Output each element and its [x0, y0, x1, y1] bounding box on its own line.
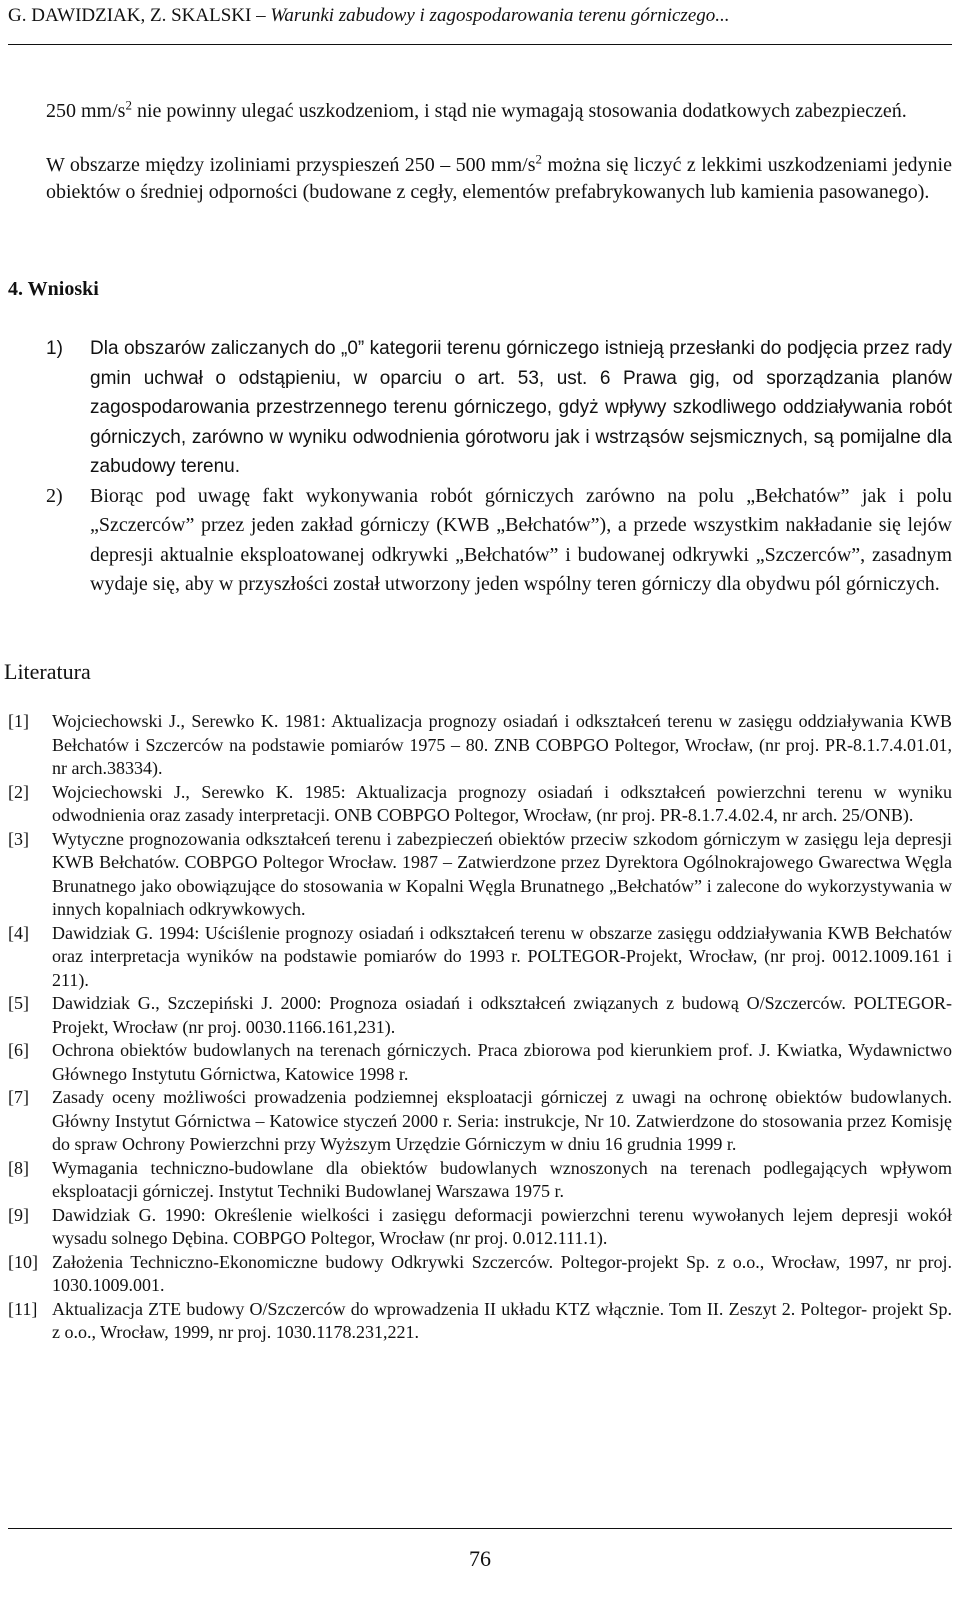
intro-p2-superscript: 2: [535, 151, 542, 167]
reference-item: [8, 1298, 952, 1345]
reference-text: Wytyczne prognozowania odkształceń terenu i zabezpieczeń obiektów przeciw szkodom górniczym w zasięgu leja depresji KWB Bełchatów. COBPGO Poltegor Wrocław. 1987 – Zatwierdzone przez Dyrektora Ogólnokrajowego Gwarectwa Węgla Brunatnego jako obowiązujące do stosowania w Kopalni Węgla Brunatnego „Bełchatów” i zalecone do wykorzystywania w innych kopalniach odkrywkowych.: [52, 828, 952, 919]
reference-text: Wymagania techniczno-budowlane dla obiektów budowlanych wznoszonych na terenach podlegających wpływom eksploatacji górniczej. Instytut Techniki Budowlanej Warszawa 1975 r.: [52, 1157, 952, 1201]
reference-text: Wojciechowski J., Serewko K. 1981: Aktualizacja prognozy osiadań i odkształceń terenu w zasięgu oddziaływania KWB Bełchatów i Szczerców na podstawie pomiarów 1975 – 80. ZNB COBPGO Poltegor, Wrocław, (nr proj. PR-8.1.7.4.01.01, nr arch.38334).: [52, 711, 952, 778]
intro-p2-text-a: W obszarze między izoliniami przyspieszeń 250 – 500 mm/s: [46, 154, 536, 176]
reference-item: [8, 1086, 952, 1157]
conclusion-number: 1): [46, 338, 63, 359]
intro-p1-text-b: nie powinny ulegać uszkodzeniom, i stąd nie wymagają stosowania dodatkowych zabezpieczeń.: [131, 100, 907, 122]
section-title-literature: Literatura: [4, 659, 91, 684]
reference-item: [8, 922, 952, 993]
reference-item: [8, 1039, 952, 1086]
reference-text: Założenia Techniczno-Ekonomiczne budowy Odkrywki Szczerców. Poltegor-projekt Sp. z o.o., Wrocław, 1997, nr proj. 1030.1009.001.: [52, 1251, 952, 1295]
page-number: 76: [469, 1546, 491, 1571]
reference-item: [8, 1157, 952, 1204]
running-header: [8, 2, 952, 30]
reference-text: Dawidziak G., Szczepiński J. 2000: Prognoza osiadań i odkształceń związanych z budową O/Szczerców. POLTEGOR-Projekt, Wrocław (nr proj. 0030.1166.161,231).: [52, 993, 952, 1037]
reference-number: [1]: [8, 711, 29, 731]
header-rule: [8, 44, 952, 45]
intro-paragraph-1: [46, 98, 952, 125]
reference-number: [6]: [8, 1040, 29, 1060]
reference-number: [11]: [8, 1298, 38, 1319]
reference-text: Aktualizacja ZTE budowy O/Szczerców do wprowadzenia II układu KTZ włącznie. Tom II. Zeszyt 2. Poltegor- projekt Sp. z o.o., Wrocław, 1999, nr proj. 1030.1178.231,221.: [52, 1298, 952, 1342]
conclusion-text: Dla obszarów zaliczanych do „0” kategorii terenu górniczego istnieją przesłanki do podjęcia przez rady gmin uchwał o odstąpieniu, w oparciu o art. 53, ust. 6 Prawa gig, od sporządzania planów zagospodarowania przestrzennego terenu górniczego, gdyż wpływy szkodliwego oddziaływania robót górniczych, zarówno w wyniku odwodnienia górotworu jak i wstrząsów sejsmicznych, są pomijalne dla zabudowy terenu.: [90, 338, 952, 477]
intro-p1-superscript: 2: [125, 97, 132, 113]
reference-number: [8]: [8, 1157, 29, 1178]
reference-item: [8, 1204, 952, 1251]
reference-text: Zasady oceny możliwości prowadzenia podziemnej eksploatacji górniczej z uwagi na ochronę obiektów budowlanych. Główny Instytut Górnictwa – Katowice styczeń 2000 r. Seria: instrukcje, Nr 10. Zatwierdzone do stosowania przez Komisję do spraw Ochrony Powierzchni przy Wyższym Urzędzie Górniczym w dniu 16 grudnia 1999 r.: [52, 1087, 952, 1154]
reference-number: [9]: [8, 1204, 29, 1225]
conclusion-item: [46, 334, 952, 482]
conclusion-number: 2): [46, 484, 63, 507]
reference-number: [3]: [8, 828, 29, 849]
intro-paragraph-2: [46, 152, 952, 206]
reference-item: [8, 781, 952, 828]
reference-text: Dawidziak G. 1990: Określenie wielkości i zasięgu deformacji powierzchni terenu wywołanych lejem depresji wokół wysadu solnego Dębina. COBPGO Poltegor, Wrocław (nr proj. 0.012.111.1).: [52, 1204, 952, 1248]
header-title: Warunki zabudowy i zagospodarowania terenu górniczego...: [270, 5, 730, 26]
section-title-conclusions: 4. Wnioski: [8, 278, 99, 300]
conclusions-list: [46, 334, 952, 600]
reference-text: Wojciechowski J., Serewko K. 1985: Aktualizacja prognozy osiadań i odkształceń powierzchni terenu w wyniku odwodnienia oraz zasady interpretacji. ONB COBPGO Poltegor, Wrocław, (nr proj. PR-8.1.7.4.02.4, nr arch. 25/ONB).: [52, 781, 952, 825]
reference-number: [10]: [8, 1251, 38, 1272]
intro-p2-text-b: można się liczyć z lekkimi uszkodzeniami jedynie obiektów o średniej odporności (budowane z cegły, elementów prefabrykowanych lub kamienia pasowanego).: [46, 154, 952, 203]
reference-number: [7]: [8, 1087, 29, 1107]
references-list: [8, 710, 952, 1345]
reference-number: [5]: [8, 993, 29, 1013]
reference-item: [8, 710, 952, 781]
reference-text: Dawidziak G. 1994: Uściślenie prognozy osiadań i odkształceń terenu w obszarze zasięgu oddziaływania KWB Bełchatów oraz interpretacja wyników na podstawie pomiarów do 1993 r. POLTEGOR-Projekt, Wrocław, (nr proj. 0012.1009.161 i 211).: [52, 922, 952, 990]
reference-number: [2]: [8, 781, 29, 802]
footer-rule: [8, 1528, 952, 1529]
reference-item: [8, 828, 952, 922]
reference-text: Ochrona obiektów budowlanych na terenach górniczych. Praca zbiorowa pod kierunkiem prof. J. Kwiatka, Wydawnictwo Głównego Instytutu Górnictwa, Katowice 1998 r.: [52, 1040, 952, 1084]
reference-item: [8, 1251, 952, 1298]
intro-p1-text-a: 250 mm/s: [46, 100, 126, 122]
conclusion-item: [46, 482, 952, 600]
conclusion-text: Biorąc pod uwagę fakt wykonywania robót górniczych zarówno na polu „Bełchatów” jak i polu „Szczerców” przez jeden zakład górniczy (KWB „Bełchatów”), a przede wszystkim nakładanie się lejów depresji aktualnie eksploatowanej odkrywki „Bełchatów” i budowanej odkrywki „Szczerców”, zasadnym wydaje się, aby w przyszłości został utworzony jeden wspólny teren górniczy dla obydwu pól górniczych.: [90, 484, 952, 595]
reference-item: [8, 992, 952, 1039]
header-authors: G. DAWIDZIAK, Z. SKALSKI –: [8, 5, 271, 26]
reference-number: [4]: [8, 922, 29, 943]
